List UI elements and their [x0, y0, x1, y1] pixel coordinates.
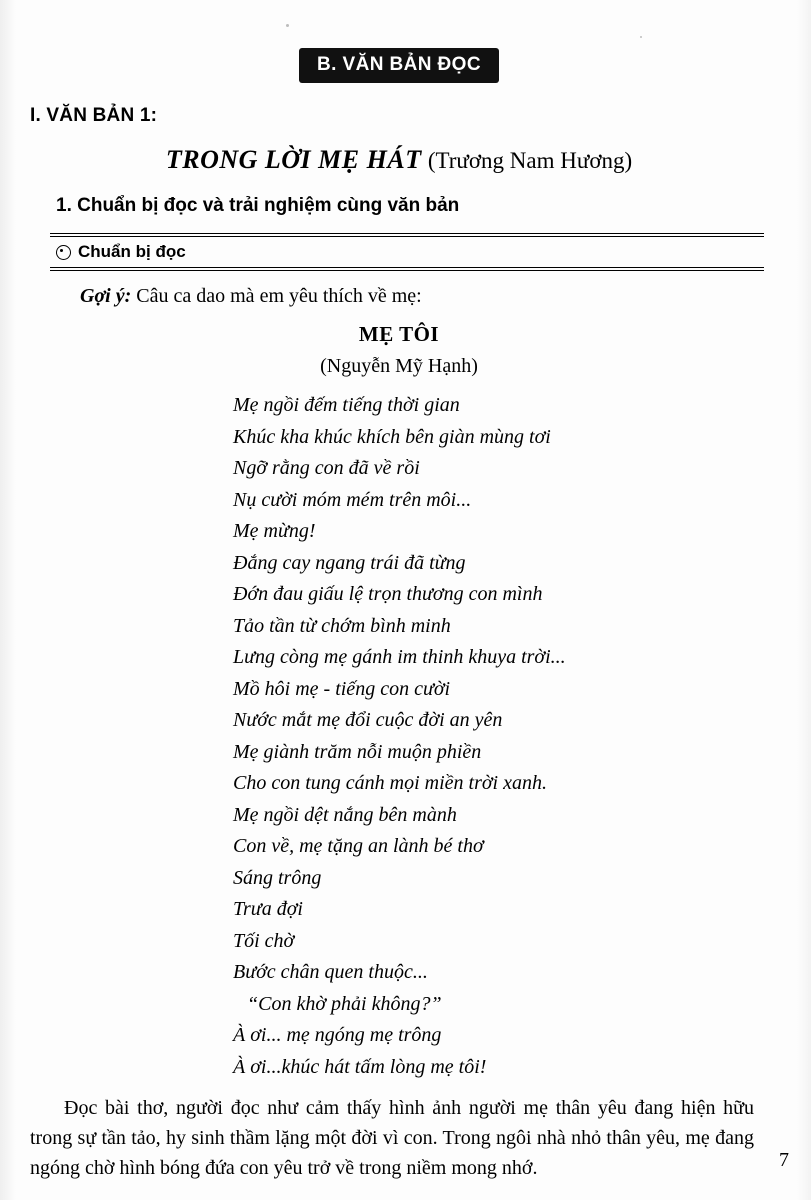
hint-label: Gợi ý: [80, 285, 132, 307]
poem-line: Tối chờ [233, 929, 295, 952]
text-title-line [28, 145, 770, 175]
subsection-heading: 1. Chuẩn bị đọc và trải nghiệm cùng văn bản [56, 195, 460, 216]
poem-body [233, 390, 770, 1083]
page-number: 7 [779, 1149, 789, 1171]
poem-line: Mẹ ngồi đếm tiếng thời gian [233, 394, 460, 416]
section-heading: I. VĂN BẢN 1: [30, 105, 158, 126]
sun-circle-icon [56, 245, 71, 260]
poem-line: Bước chân quen thuộc... [233, 961, 428, 983]
boxed-subheading [50, 233, 764, 271]
boxed-subheading-label: Chuẩn bị đọc [78, 242, 186, 261]
section-banner: B. VĂN BẢN ĐỌC [299, 48, 499, 83]
poem-line: Ngỡ rằng con đã về rồi [233, 457, 420, 479]
poem-line: Tảo tần từ chớm bình minh [233, 614, 451, 637]
poem-line: Mẹ ngồi dệt nắng bên mành [233, 803, 457, 826]
poem-line: Mồ hôi mẹ - tiếng con cười [233, 677, 451, 700]
page-content [28, 0, 770, 1200]
poem-line: Con về, mẹ tặng an lành bé thơ [233, 835, 484, 857]
poem-line: Sáng trông [233, 866, 322, 889]
poem-title: MẸ TÔI [358, 322, 440, 346]
poem-line: “Con khờ phải không?” [247, 992, 442, 1015]
boxed-subheading-label-row [50, 237, 764, 267]
poem-line: Đớn đau giấu lệ trọn thương con mình [233, 583, 543, 605]
closing-paragraph: Đọc bài thơ, người đọc như cảm thấy hình ảnh người mẹ thân yêu đang hiện hữu trong sự tần tảo, hy sinh thầm lặng một đời vì con. Trong ngôi nhà nhỏ thân yêu, mẹ đang ngóng chờ hình bóng đứa con yêu trở về trong niềm mong nhớ. [30, 1097, 754, 1179]
poem-line: À ơi... mẹ ngóng mẹ trông [233, 1024, 442, 1046]
text-title-author: (Trương Nam Hương) [427, 148, 633, 173]
poem-line: Nước mắt mẹ đổi cuộc đời an yên [233, 709, 503, 731]
poem-author: (Nguyễn Mỹ Hạnh) [320, 355, 478, 377]
poem-line: Đắng cay ngang trái đã từng [233, 551, 466, 574]
poem-line: Trưa đợi [233, 898, 303, 920]
section-banner-container [28, 48, 770, 83]
hint-line [80, 285, 770, 308]
poem-line: Mẹ giành trăm nỗi muộn phiền [233, 740, 482, 763]
poem-line: Lưng còng mẹ gánh im thinh khuya trời... [233, 646, 566, 668]
text-title: TRONG LỜI MẸ HÁT [165, 145, 422, 174]
poem-line: Cho con tung cánh mọi miền trời xanh. [233, 772, 547, 794]
poem-line: Khúc kha khúc khích bên giàn mùng tơi [233, 425, 551, 448]
poem-line: Mẹ mừng! [233, 520, 316, 542]
rule-bottom-outer [50, 270, 764, 271]
hint-text: Câu ca dao mà em yêu thích về mẹ: [136, 285, 422, 307]
page-edge-shadow-left [0, 0, 16, 1200]
page-edge-shadow-right [797, 0, 811, 1200]
poem-line: À ơi...khúc hát tấm lòng mẹ tôi! [233, 1055, 487, 1078]
poem-line: Nụ cười móm mém trên môi... [233, 488, 472, 511]
